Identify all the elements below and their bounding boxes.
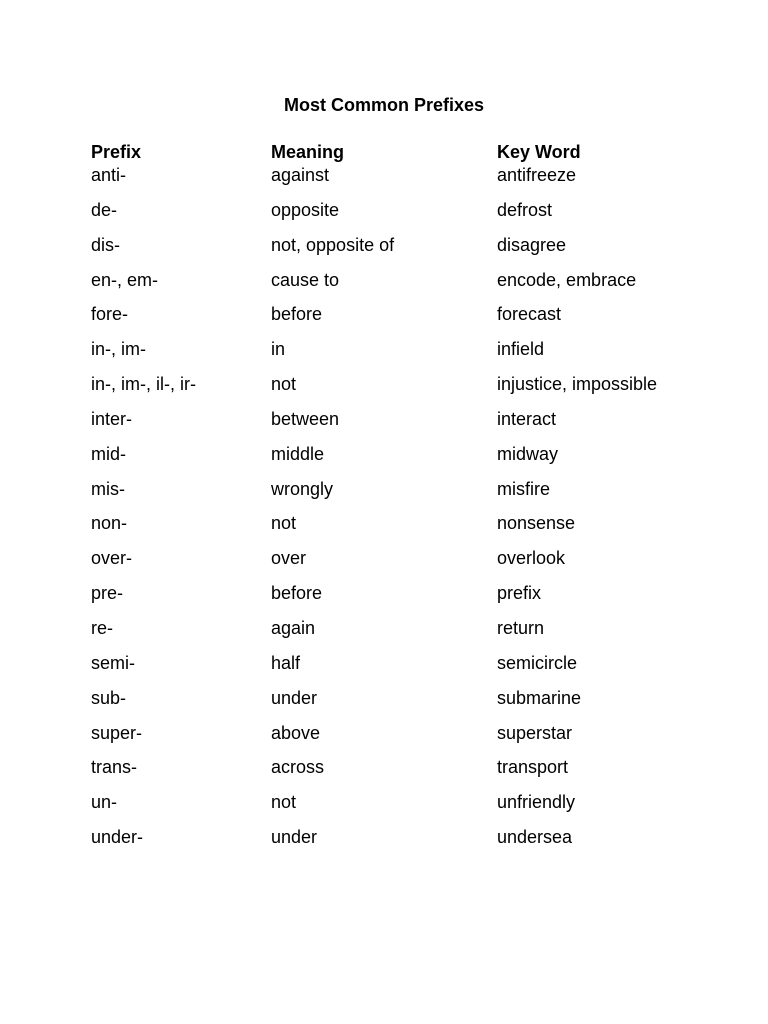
table-row xyxy=(0,269,768,304)
key-word-cell: unfriendly xyxy=(497,792,576,813)
table-row xyxy=(0,791,768,826)
key-word-cell: forecast xyxy=(497,304,562,325)
meaning-cell: wrongly xyxy=(271,478,334,499)
key-word-cell: interact xyxy=(497,408,557,429)
prefix-cell: en-, em- xyxy=(91,269,159,290)
key-word-cell: encode, embrace xyxy=(497,269,637,290)
key-word-cell: return xyxy=(497,617,545,638)
prefix-cell: sub- xyxy=(91,687,127,708)
table-row xyxy=(0,443,768,478)
table-row xyxy=(0,756,768,791)
table-row xyxy=(0,617,768,652)
key-word-cell: semicircle xyxy=(497,652,578,673)
prefix-cell: under- xyxy=(91,827,144,848)
column-header-key-word: Key Word xyxy=(497,142,581,162)
prefix-cell: dis- xyxy=(91,234,121,255)
table-row xyxy=(0,373,768,408)
page-title: Most Common Prefixes xyxy=(283,95,485,115)
table-row xyxy=(0,338,768,373)
prefix-cell: mis- xyxy=(91,478,125,499)
key-word-cell: antifreeze xyxy=(497,165,577,185)
prefix-cell: inter- xyxy=(91,408,133,429)
table-row xyxy=(0,303,768,338)
meaning-cell: above xyxy=(271,722,321,743)
table-row xyxy=(0,687,768,722)
prefix-table-body xyxy=(0,164,768,861)
column-header-prefix: Prefix xyxy=(91,142,142,162)
meaning-cell: between xyxy=(271,408,340,429)
key-word-cell: nonsense xyxy=(497,513,576,534)
meaning-cell: middle xyxy=(271,443,325,464)
key-word-cell: injustice, impossible xyxy=(497,374,658,395)
prefix-cell: re- xyxy=(91,617,113,638)
meaning-cell: under xyxy=(271,827,318,848)
meaning-cell: not, opposite of xyxy=(271,234,395,255)
meaning-cell: not xyxy=(271,513,297,534)
prefix-cell: pre- xyxy=(91,583,124,604)
table-row xyxy=(0,164,768,199)
prefix-cell: non- xyxy=(91,513,128,534)
key-word-cell: submarine xyxy=(497,687,582,708)
key-word-cell: defrost xyxy=(497,199,553,220)
meaning-cell: against xyxy=(271,165,330,185)
meaning-cell: not xyxy=(271,792,297,813)
prefix-cell: fore- xyxy=(91,304,129,325)
table-row xyxy=(0,547,768,582)
table-row xyxy=(0,234,768,269)
prefix-cell: in-, im- xyxy=(91,339,146,360)
meaning-cell: again xyxy=(271,617,316,638)
key-word-cell: disagree xyxy=(497,234,567,255)
meaning-cell: half xyxy=(271,652,301,673)
key-word-cell: prefix xyxy=(497,583,542,604)
key-word-cell: infield xyxy=(497,339,545,360)
prefix-cell: de- xyxy=(91,199,118,220)
table-row xyxy=(0,512,768,547)
prefix-cell: super- xyxy=(91,722,143,743)
prefix-cell: anti- xyxy=(91,165,127,185)
key-word-cell: misfire xyxy=(497,478,550,499)
prefix-cell: semi- xyxy=(91,652,135,673)
table-row xyxy=(0,826,768,861)
meaning-cell: before xyxy=(271,304,323,325)
table-row xyxy=(0,722,768,757)
prefix-cell: mid- xyxy=(91,443,126,464)
prefix-cell: un- xyxy=(91,792,118,813)
meaning-cell: in xyxy=(271,339,286,360)
table-row xyxy=(0,652,768,687)
meaning-cell: opposite xyxy=(271,199,340,220)
key-word-cell: transport xyxy=(497,757,569,778)
meaning-cell: across xyxy=(271,757,325,778)
prefix-cell: in-, im-, il-, ir- xyxy=(91,374,196,395)
table-row xyxy=(0,478,768,513)
table-row xyxy=(0,582,768,617)
key-word-cell: midway xyxy=(497,443,559,464)
meaning-cell: cause to xyxy=(271,269,340,290)
table-header xyxy=(0,141,768,163)
key-word-cell: overlook xyxy=(497,548,566,569)
key-word-cell: undersea xyxy=(497,827,573,848)
meaning-cell: before xyxy=(271,583,323,604)
key-word-cell: superstar xyxy=(497,722,573,743)
table-row xyxy=(0,199,768,234)
prefix-cell: over- xyxy=(91,548,133,569)
meaning-cell: under xyxy=(271,687,318,708)
meaning-cell: not xyxy=(271,374,297,395)
column-header-meaning: Meaning xyxy=(271,142,345,162)
meaning-cell: over xyxy=(271,548,307,569)
table-row xyxy=(0,408,768,443)
prefix-cell: trans- xyxy=(91,757,138,778)
